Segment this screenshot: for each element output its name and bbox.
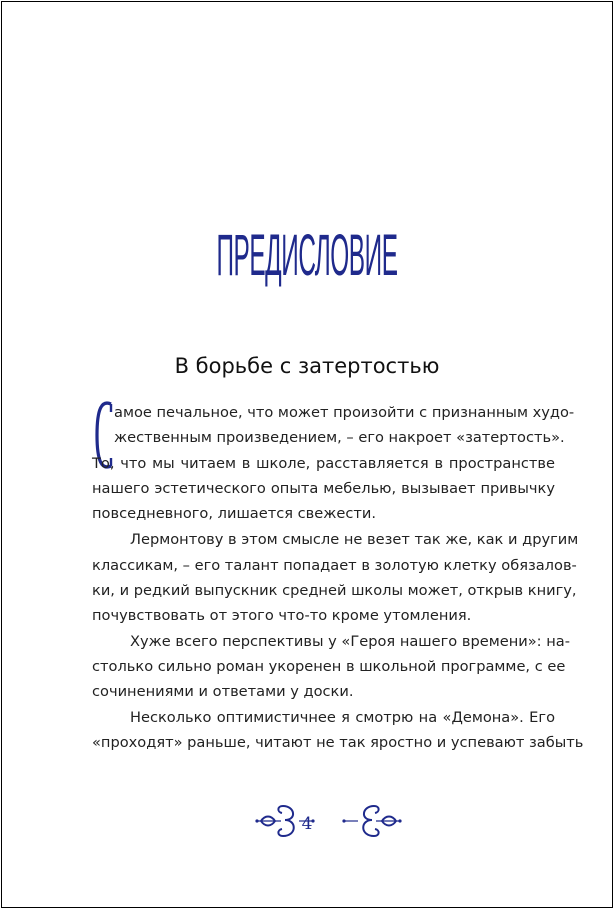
paragraph xyxy=(92,629,570,705)
paragraph xyxy=(92,705,584,756)
page-number: 4 xyxy=(301,814,313,834)
text-line: Хуже всего перспективы у «Героя нашего времени»: на- xyxy=(130,632,570,650)
text-line: «проходят» раньше, читают не так яростно и успевают забыть xyxy=(92,733,584,751)
text-line: повседневного, лишается свежести. xyxy=(92,505,377,523)
paragraph xyxy=(92,527,579,628)
text-line: Несколько оптимистичнее я смотрю на «Демона». Его xyxy=(130,708,555,726)
text-line: ки, и редкий выпускник средней школы может, открыв книгу, xyxy=(92,582,577,600)
text-line: Лермонтову в этом смысле не везет так же, как и другим xyxy=(130,531,579,549)
book-page xyxy=(1,1,613,908)
right-ornament-icon xyxy=(342,800,402,844)
text-line: столько сильно роман укоренен в школьной программе, с ее xyxy=(92,657,566,675)
text-line: жественным произведением, – его накроет «затертость». xyxy=(114,429,565,447)
body-text xyxy=(92,400,584,755)
text-line: почувствовать от этого что-то кроме утомления. xyxy=(92,607,472,625)
paragraph xyxy=(92,400,575,526)
text-line: нашего эстетического опыта мебелью, вызывает привычку xyxy=(92,479,555,497)
chapter-title: ПРЕДИСЛОВИЕ xyxy=(216,223,398,288)
text-line: классикам, – его талант попадает в золотую клетку обязалов- xyxy=(92,556,577,574)
section-title: В борьбе с затертостью xyxy=(174,354,440,378)
text-line: амое печальное, что может произойти с признанным худо- xyxy=(114,404,575,421)
text-line: сочинениями и ответами у доски. xyxy=(92,683,354,701)
text-line: То, что мы читаем в школе, расставляется в пространстве xyxy=(92,454,555,472)
page-footer xyxy=(2,800,612,844)
